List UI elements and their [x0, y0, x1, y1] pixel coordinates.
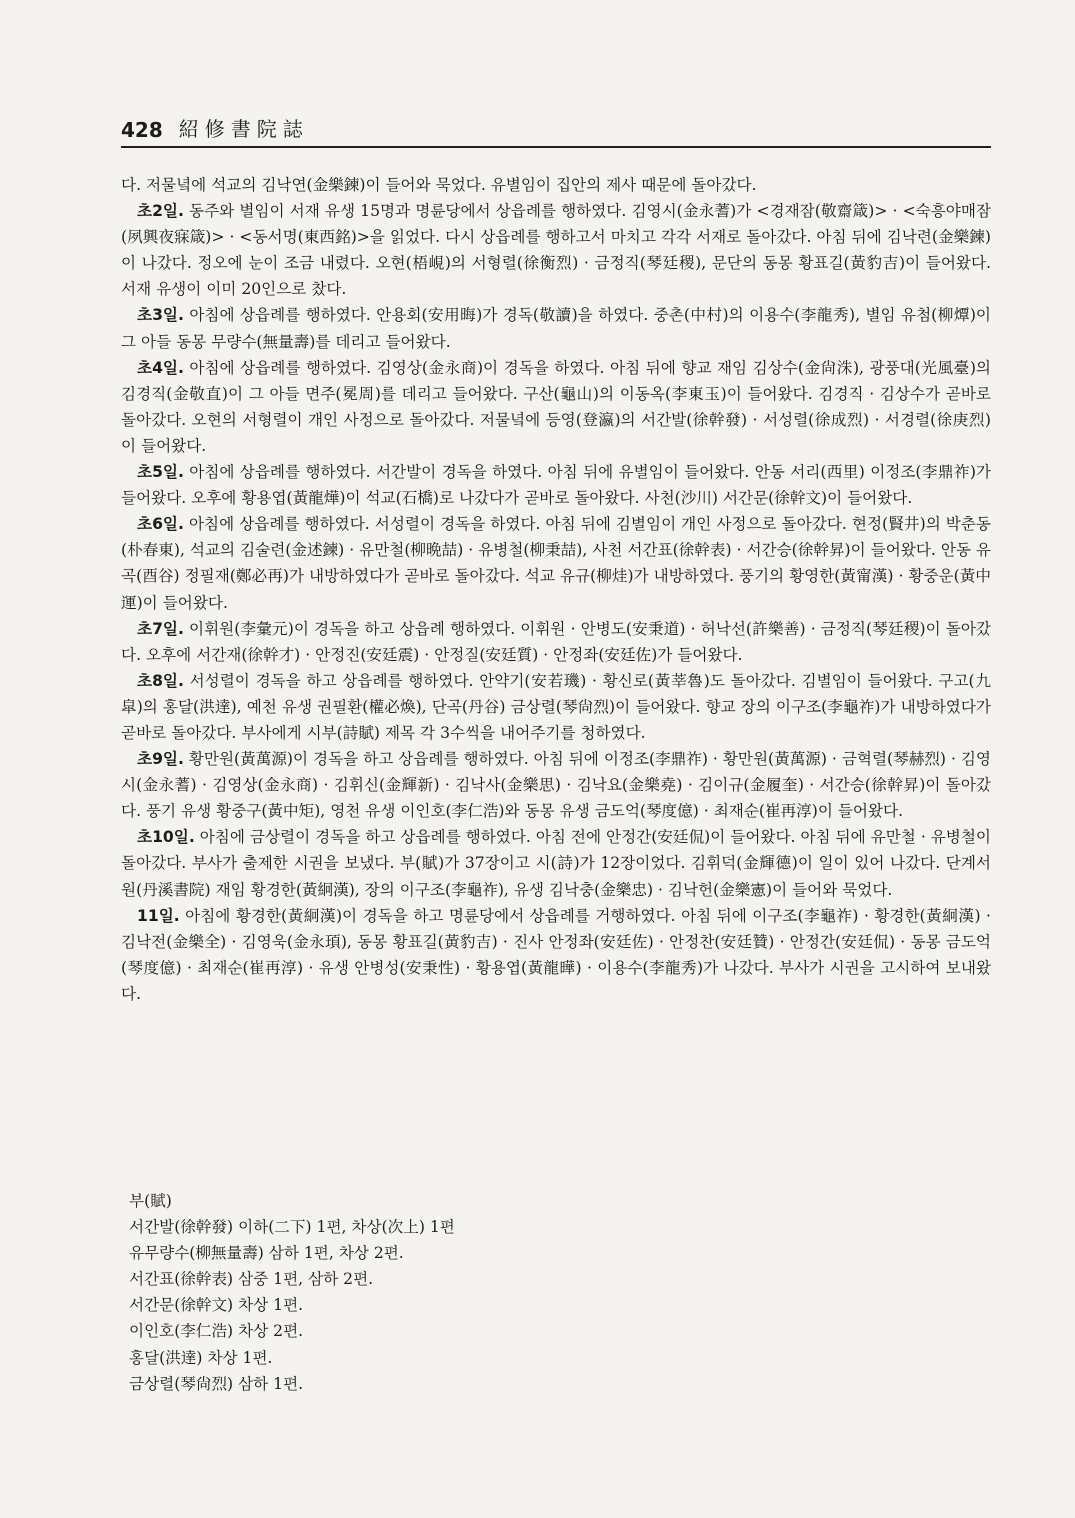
page-header	[121, 112, 991, 148]
paragraph	[121, 302, 991, 354]
page-number: 428	[121, 118, 163, 142]
list-item: 서간문(徐幹文) 차상 1편.	[129, 1296, 304, 1315]
body-text	[121, 172, 991, 1007]
day-label: 초7일.	[137, 619, 184, 638]
paragraph	[121, 824, 991, 902]
paragraph	[121, 172, 991, 198]
paragraph	[121, 459, 991, 511]
list-item: 이인호(李仁浩) 차상 2편.	[129, 1322, 304, 1341]
day-label: 초3일.	[137, 306, 184, 325]
paragraph-text: 아침에 상읍례를 행하였다. 안용회(安用晦)가 경독(敬讀)을 하였다. 중촌(中村)의 이용수(李龍秀), 별임 유첨(柳燂)이 그 아들 동몽 무량수(無量壽)를 데리고 들어왔다.	[121, 306, 991, 351]
paragraph	[121, 511, 991, 615]
paragraph	[121, 746, 991, 824]
day-label: 11일.	[137, 906, 180, 925]
fu-list	[129, 1188, 729, 1397]
paragraph	[121, 355, 991, 459]
list-item: 서간표(徐幹表) 삼중 1편, 삼하 2편.	[129, 1270, 374, 1289]
paragraph-text: 아침에 금상렬이 경독을 하고 상읍례를 행하였다. 아침 전에 안정간(安廷侃)이 들어왔다. 아침 뒤에 유만철 · 유병철이 돌아갔다. 부사가 출제한 시권을 보냈다. 부(賦)가 37장이고 시(詩)가 12장이었다. 김휘덕(金輝德)이 일이 있어 나갔다. 단계서원(丹溪書院) 재임 황경한(黃絅漢), 장의 이구조(李龜祚), 유생 김낙충(金樂忠) · 김낙헌(金樂憲)이 들어와 묵었다.	[121, 828, 991, 899]
day-label: 초4일.	[137, 358, 184, 377]
fu-list-items	[129, 1214, 729, 1397]
list-item: 금상렬(琴尙烈) 삼하 1편.	[129, 1374, 304, 1393]
day-label: 초5일.	[137, 463, 184, 482]
paragraph-text: 황만원(黃萬源)이 경독을 하고 상읍례를 행하였다. 아침 뒤에 이정조(李鼎祚) · 황만원(黃萬源) · 금혁렬(琴赫烈) · 김영시(金永蓍) · 김영상(金永商) · 김휘신(金輝新) · 김낙사(金樂思) · 김낙요(金樂堯) · 김이규(金履奎) · 서간승(徐幹昇)이 돌아갔다. 풍기 유생 황중구(黃中矩), 영천 유생 이인호(李仁浩)와 동몽 유생 금도억(琴度億) · 최재순(崔再淳)이 들어왔다.	[121, 750, 991, 821]
paragraph-text: 서성렬이 경독을 하고 상읍례를 행하였다. 안약기(安若璣) · 황신로(黃莘魯)도 돌아갔다. 김별임이 들어왔다. 구고(九皐)의 홍달(洪達), 예천 유생 권필환(權必煥), 단곡(丹谷) 금상렬(琴尙烈)이 들어왔다. 향교 장의 이구조(李龜祚)가 내방하였다가 곧바로 돌아갔다. 부사에게 시부(詩賦) 제목 각 3수씩을 내어주기를 청하였다.	[121, 671, 991, 742]
day-label: 초2일.	[137, 202, 184, 221]
day-label: 초8일.	[137, 671, 184, 690]
list-item: 홍달(洪達) 차상 1편.	[129, 1348, 273, 1367]
day-label: 초9일.	[137, 750, 184, 769]
paragraph	[121, 903, 991, 1007]
day-label: 초10일.	[137, 828, 195, 847]
paragraph-text: 아침에 상읍례를 행하였다. 서성렬이 경독을 하였다. 아침 뒤에 김별임이 개인 사정으로 돌아갔다. 현정(賢井)의 박춘동(朴春東), 석교의 김술련(金述鍊) · 유만철(柳晩喆) · 유병철(柳秉喆), 사천 서간표(徐幹表) · 서간승(徐幹昇)이 들어왔다. 안동 유곡(酉谷) 정필재(鄭必再)가 내방하였다가 곧바로 돌아갔다. 석교 유규(柳烓)가 내방하였다. 풍기의 황영한(黃甯漢) · 황중운(黃中運)이 들어왔다.	[121, 515, 991, 612]
paragraph-text: 아침에 황경한(黃絅漢)이 경독을 하고 명륜당에서 상읍례를 거행하였다. 아침 뒤에 이구조(李龜祚) · 황경한(黃絅漢) · 김낙전(金樂全) · 김영욱(金永頊), 동몽 황표길(黃豹吉) · 진사 안정좌(安廷佐) · 안정찬(安廷贊) · 안정간(安廷侃) · 동몽 금도억(琴度億) · 최재순(崔再淳) · 유생 안병성(安秉性) · 황용엽(黃龍曄) · 이용수(李龍秀)가 나갔다. 부사가 시권을 고시하여 보내왔다.	[121, 906, 991, 1003]
paragraph-text: 아침에 상읍례를 행하였다. 서간발이 경독을 하였다. 아침 뒤에 유별임이 들어왔다. 안동 서리(西里) 이정조(李鼎祚)가 들어왔다. 오후에 황용엽(黃龍燁)이 석교(石橋)로 나갔다가 곧바로 돌아왔다. 사천(沙川) 서간문(徐幹文)이 들어왔다.	[121, 463, 991, 508]
list-item: 유무량수(柳無量壽) 삼하 1편, 차상 2편.	[129, 1244, 404, 1263]
paragraph	[121, 616, 991, 668]
day-label: 초6일.	[137, 515, 184, 534]
paragraph-text: 이휘원(李彙元)이 경독을 하고 상읍례 행하였다. 이휘원 · 안병도(安秉道) · 허낙선(許樂善) · 금정직(琴廷稷)이 돌아갔다. 오후에 서간재(徐幹才) · 안정진(安廷震) · 안정질(安廷質) · 안정좌(安廷佐)가 들어왔다.	[121, 619, 991, 664]
list-item: 서간발(徐幹發) 이하(二下) 1편, 차상(次上) 1편	[129, 1218, 455, 1237]
book-title: 紹修書院誌	[178, 117, 309, 141]
paragraph	[121, 668, 991, 746]
paragraph-text: 다. 저물녘에 석교의 김낙연(金樂鍊)이 들어와 묵었다. 유별임이 집안의 제사 때문에 돌아갔다.	[121, 176, 757, 194]
paragraph	[121, 198, 991, 302]
paragraph-text: 동주와 별임이 서재 유생 15명과 명륜당에서 상읍례를 행하였다. 김영시(金永蓍)가 <경재잠(敬齋箴)> · <숙흥야매잠(夙興夜寐箴)> · <동서명(東西銘)>을 읽었다. 다시 상읍례를 행하고서 마치고 각각 서재로 돌아갔다. 아침 뒤에 김낙련(金樂鍊)이 나갔다. 정오에 눈이 조금 내렸다. 오현(梧峴)의 서형렬(徐衡烈) · 금정직(琴廷稷), 문단의 동몽 황표길(黃豹吉)이 들어왔다. 서재 유생이 이미 20인으로 찼다.	[121, 202, 991, 299]
paragraph-text: 아침에 상읍례를 행하였다. 김영상(金永商)이 경독을 하였다. 아침 뒤에 향교 재임 김상수(金尙洙), 광풍대(光風臺)의 김경직(金敬直)이 그 아들 면주(冕周)를 데리고 들어왔다. 구산(龜山)의 이동옥(李東玉)이 들어왔다. 김경직 · 김상수가 곧바로 돌아갔다. 오현의 서형렬이 개인 사정으로 돌아갔다. 저물녘에 등영(登瀛)의 서간발(徐幹發) · 서성렬(徐成烈) · 서경렬(徐庚烈)이 들어왔다.	[121, 358, 991, 455]
fu-list-title: 부(賦)	[129, 1192, 172, 1210]
